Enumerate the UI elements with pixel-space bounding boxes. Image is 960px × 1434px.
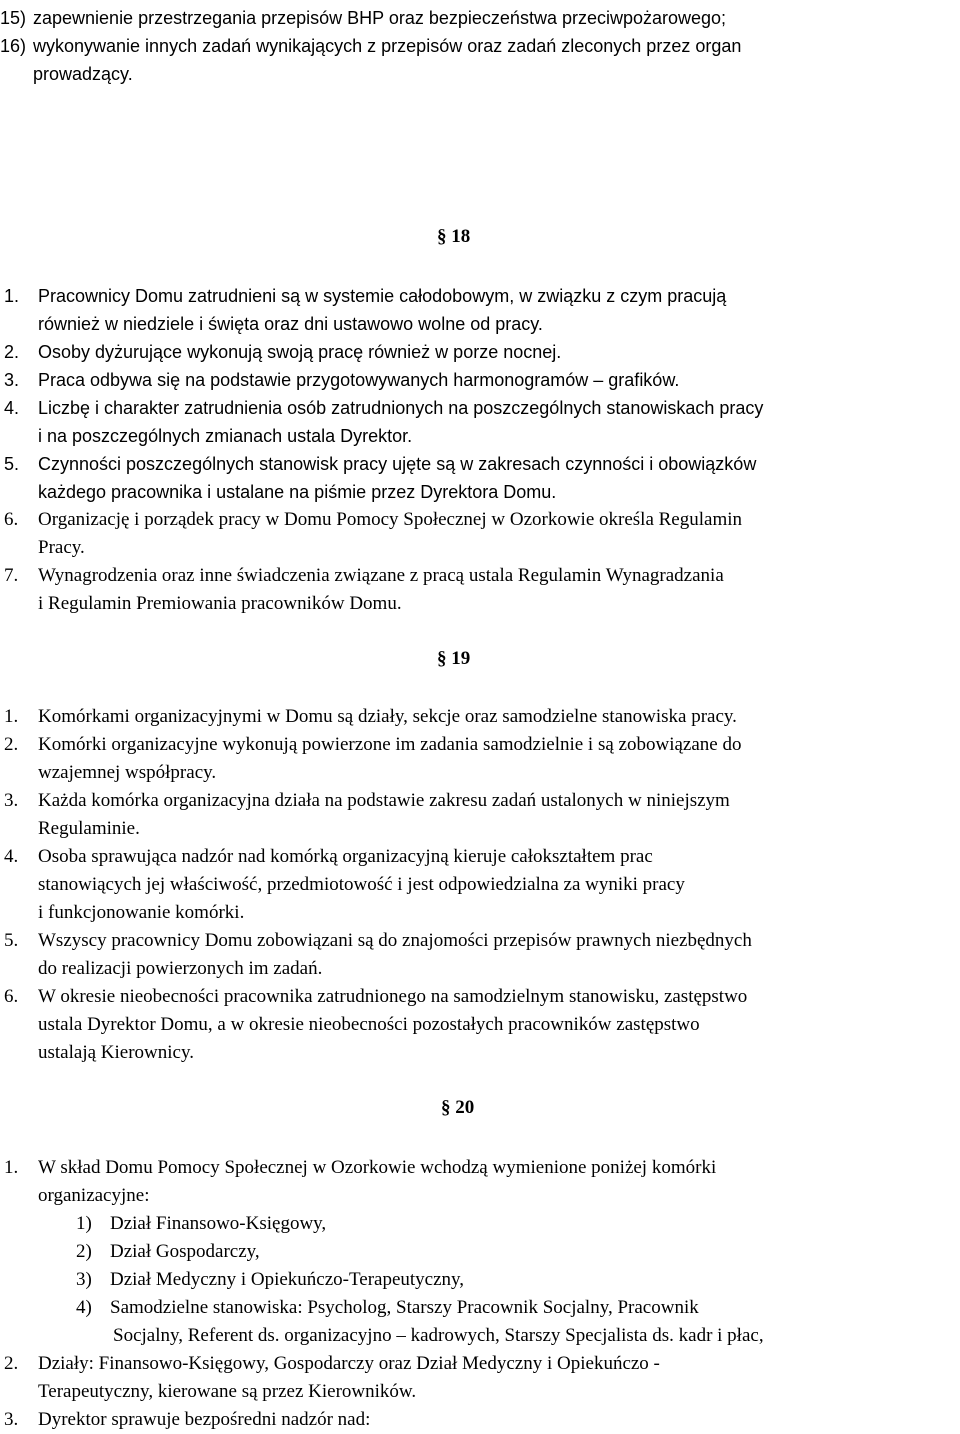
sub-item-number: 3) xyxy=(76,1269,92,1290)
sub-item-number: 4) xyxy=(76,1297,92,1318)
item-number: 5. xyxy=(4,930,19,951)
item-text: W skład Domu Pomocy Społecznej w Ozorkowie wchodzą wymienione poniżej komórki xyxy=(38,1157,717,1178)
item-text: organizacyjne: xyxy=(38,1185,150,1206)
item-text: Czynności poszczególnych stanowisk pracy ujęte są w zakresach czynności i obowiązków xyxy=(38,454,757,474)
item-text: Komórki organizacyjne wykonują powierzone im zadania samodzielnie i są zobowiązane do xyxy=(38,734,742,755)
item-text: Osoby dyżurujące wykonują swoją pracę również w porze nocnej. xyxy=(38,342,562,362)
item-text: zapewnienie przestrzegania przepisów BHP oraz bezpieczeństwa przeciwpożarowego; xyxy=(33,8,727,28)
sub-item-text: Dział Gospodarczy, xyxy=(110,1241,260,1262)
item-text: prowadzący. xyxy=(33,64,133,84)
item-number: 4. xyxy=(4,398,20,418)
item-number: 5. xyxy=(4,454,20,474)
item-text: również w niedziele i święta oraz dni ustawowo wolne od pracy. xyxy=(38,314,543,334)
item-text: stanowiących jej właściwość, przedmiotowość i jest odpowiedzialna za wyniki pracy xyxy=(38,874,685,895)
item-number: 3. xyxy=(4,1409,19,1430)
sub-item-text: Dział Medyczny i Opiekuńczo-Terapeutyczny, xyxy=(110,1269,465,1290)
item-text: Liczbę i charakter zatrudnienia osób zatrudnionych na poszczególnych stanowiskach pracy xyxy=(38,398,764,418)
item-text: wykonywanie innych zadań wynikających z przepisów oraz zadań zleconych przez organ xyxy=(33,36,742,56)
item-text: każdego pracownika i ustalane na piśmie przez Dyrektora Domu. xyxy=(38,482,557,502)
item-number: 2. xyxy=(4,342,20,362)
sub-item-number: 2) xyxy=(76,1241,92,1262)
sub-item-text: Socjalny, Referent ds. organizacyjno – kadrowych, Starszy Specjalista ds. kadr i płac, xyxy=(113,1325,764,1346)
item-text: Osoba sprawująca nadzór nad komórką organizacyjną kieruje całokształtem prac xyxy=(38,846,653,867)
item-number: 3. xyxy=(4,370,20,390)
item-number: 4. xyxy=(4,846,19,867)
item-text: Praca odbywa się na podstawie przygotowywanych harmonogramów – grafików. xyxy=(38,370,680,390)
item-number: 6. xyxy=(4,509,19,530)
item-number: 15) xyxy=(0,8,27,28)
item-number: 1. xyxy=(4,706,19,727)
section-heading: § 18 xyxy=(437,226,471,247)
sub-item-text: Dział Finansowo-Księgowy, xyxy=(110,1213,327,1234)
item-text: i funkcjonowanie komórki. xyxy=(38,902,245,923)
item-text: do realizacji powierzonych im zadań. xyxy=(38,958,323,979)
item-text: i na poszczególnych zmianach ustala Dyrektor. xyxy=(38,426,413,446)
item-number: 1. xyxy=(4,1157,19,1178)
item-text: Pracy. xyxy=(38,537,85,558)
section-heading: § 20 xyxy=(441,1097,475,1118)
item-text: wzajemnej współpracy. xyxy=(38,762,217,783)
item-text: Działy: Finansowo-Księgowy, Gospodarczy oraz Dział Medyczny i Opiekuńczo - xyxy=(38,1353,660,1374)
item-text: Każda komórka organizacyjna działa na podstawie zakresu zadań ustalonych w niniejszym xyxy=(38,790,730,811)
item-text: Wszyscy pracownicy Domu zobowiązani są do znajomości przepisów prawnych niezbędnych xyxy=(38,930,752,951)
item-text: Dyrektor sprawuje bezpośredni nadzór nad: xyxy=(38,1409,371,1430)
item-text: i Regulamin Premiowania pracowników Domu. xyxy=(38,593,402,614)
item-text: Organizację i porządek pracy w Domu Pomocy Społecznej w Ozorkowie określa Regulamin xyxy=(38,509,743,530)
item-number: 1. xyxy=(4,286,20,306)
item-text: ustala Dyrektor Domu, a w okresie nieobecności pozostałych pracowników zastępstwo xyxy=(38,1014,700,1035)
item-number: 7. xyxy=(4,565,19,586)
item-text: Terapeutyczny, kierowane są przez Kierowników. xyxy=(38,1381,417,1402)
section-heading: § 19 xyxy=(437,648,471,669)
item-text: Komórkami organizacyjnymi w Domu są działy, sekcje oraz samodzielne stanowiska pracy. xyxy=(38,706,737,727)
item-text: Regulaminie. xyxy=(38,818,140,839)
item-number: 2. xyxy=(4,734,19,755)
item-text: Wynagrodzenia oraz inne świadczenia związane z pracą ustala Regulamin Wynagradzania xyxy=(38,565,724,586)
item-text: W okresie nieobecności pracownika zatrudnionego na samodzielnym stanowisku, zastępstwo xyxy=(38,986,748,1007)
item-number: 2. xyxy=(4,1353,19,1374)
item-text: ustalają Kierownicy. xyxy=(38,1042,194,1063)
item-number: 16) xyxy=(0,36,27,56)
item-text: Pracownicy Domu zatrudnieni są w systemie całodobowym, w związku z czym pracują xyxy=(38,286,727,306)
sub-item-text: Samodzielne stanowiska: Psycholog, Starszy Pracownik Socjalny, Pracownik xyxy=(110,1297,699,1318)
sub-item-number: 1) xyxy=(76,1213,92,1234)
item-number: 6. xyxy=(4,986,19,1007)
item-number: 3. xyxy=(4,790,19,811)
